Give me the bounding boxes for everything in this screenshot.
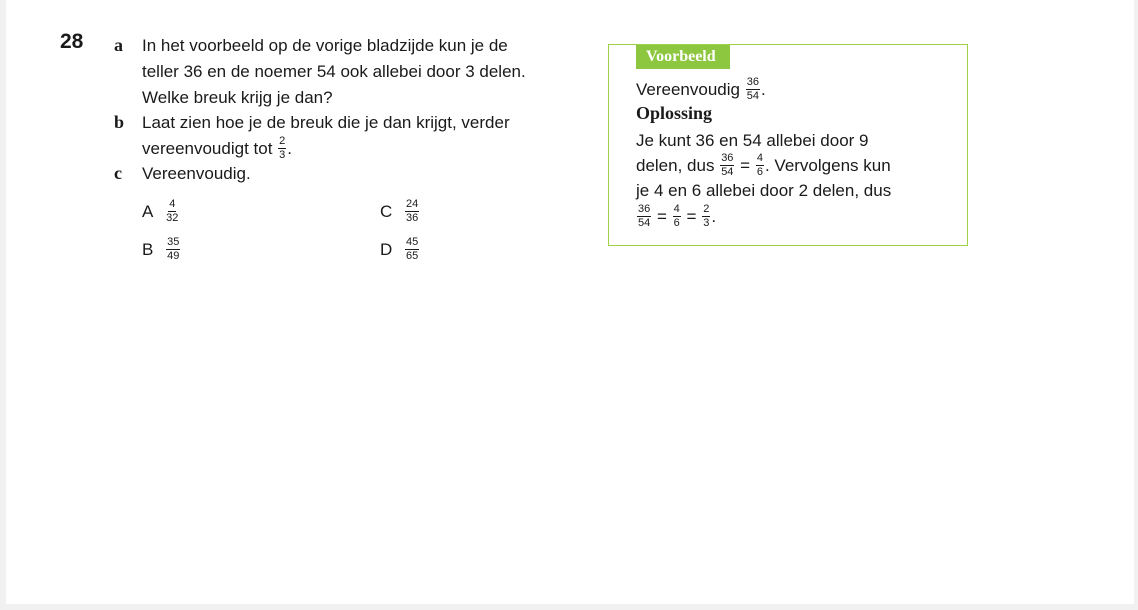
final-fraction-b xyxy=(673,204,681,229)
solution-fraction-b xyxy=(756,153,764,178)
fraction-denominator: 36 xyxy=(406,212,419,225)
fraction-numerator: 4 xyxy=(169,198,176,211)
final-fraction-a xyxy=(637,204,651,229)
option-letter: C xyxy=(380,202,393,221)
part-a-line-3: Welke breuk krijg je dan? xyxy=(142,88,333,107)
option-d xyxy=(380,237,420,263)
example-task xyxy=(636,77,766,103)
fraction-numerator: 36 xyxy=(746,76,759,89)
part-c-letter: c xyxy=(114,163,122,183)
fraction-denominator: 6 xyxy=(673,217,680,230)
solution-line-2-end: . Vervolgens kun xyxy=(764,156,891,175)
fraction-numerator: 4 xyxy=(673,203,680,216)
fraction-numerator: 36 xyxy=(721,152,734,165)
solution-line-1: Je kunt 36 en 54 allebei door 9 xyxy=(636,131,869,150)
fraction-denominator: 54 xyxy=(721,166,734,179)
part-c-line-1: Vereenvoudig. xyxy=(142,164,251,183)
fraction-numerator: 24 xyxy=(406,198,419,211)
period: . xyxy=(760,80,766,99)
fraction-denominator: 54 xyxy=(638,217,651,230)
part-a-letter: a xyxy=(114,35,123,55)
equals-sign: = xyxy=(656,207,667,226)
textbook-page xyxy=(6,0,1134,604)
fraction-denominator: 65 xyxy=(406,250,419,263)
fraction-denominator: 3 xyxy=(703,217,710,230)
example-task-text: Vereenvoudig xyxy=(636,80,740,99)
solution-fraction-a xyxy=(720,153,734,178)
fraction-numerator: 2 xyxy=(279,135,286,148)
part-a-line-2: teller 36 en de noemer 54 ook allebei door 3 delen. xyxy=(142,62,526,81)
equals-sign: = xyxy=(740,156,751,175)
option-fraction xyxy=(166,237,180,262)
fraction-denominator: 32 xyxy=(166,212,179,225)
fraction-denominator: 54 xyxy=(746,90,759,103)
option-letter: D xyxy=(380,240,393,259)
example-label: Voorbeeld xyxy=(636,45,730,69)
fraction-numerator: 36 xyxy=(638,203,651,216)
option-a xyxy=(142,199,180,225)
part-b-letter: b xyxy=(114,112,125,132)
fraction-numerator: 4 xyxy=(756,152,763,165)
solution-line-3: je 4 en 6 allebei door 2 delen, dus xyxy=(636,181,892,200)
equals-sign: = xyxy=(686,207,697,226)
option-fraction xyxy=(405,237,419,262)
option-c xyxy=(380,199,420,225)
part-a-line-1: In het voorbeeld op de vorige bladzijde kun je de xyxy=(142,36,508,55)
solution-line-4 xyxy=(636,204,716,230)
fraction-numerator: 45 xyxy=(406,236,419,249)
fraction-numerator: 35 xyxy=(167,236,180,249)
fraction-two-thirds xyxy=(278,136,286,161)
exercise-number: 28 xyxy=(60,30,84,53)
example-task-fraction xyxy=(746,77,760,102)
period: . xyxy=(287,139,293,158)
final-fraction-c xyxy=(702,204,710,229)
solution-heading: Oplossing xyxy=(636,103,713,123)
part-b-line-2-text: vereenvoudigt tot xyxy=(142,139,273,158)
fraction-denominator: 3 xyxy=(279,149,286,162)
fraction-denominator: 6 xyxy=(756,166,763,179)
option-b xyxy=(142,237,181,263)
option-fraction xyxy=(165,199,179,224)
part-b-line-1: Laat zien hoe je de breuk die je dan krijgt, verder xyxy=(142,113,510,132)
solution-line-2-text: delen, dus xyxy=(636,156,715,175)
period: . xyxy=(711,207,717,226)
option-letter: B xyxy=(142,240,154,259)
fraction-numerator: 2 xyxy=(703,203,710,216)
part-b-line-2 xyxy=(142,136,292,162)
option-fraction xyxy=(405,199,419,224)
option-letter: A xyxy=(142,202,153,221)
solution-line-2 xyxy=(636,153,891,179)
fraction-denominator: 49 xyxy=(167,250,180,263)
